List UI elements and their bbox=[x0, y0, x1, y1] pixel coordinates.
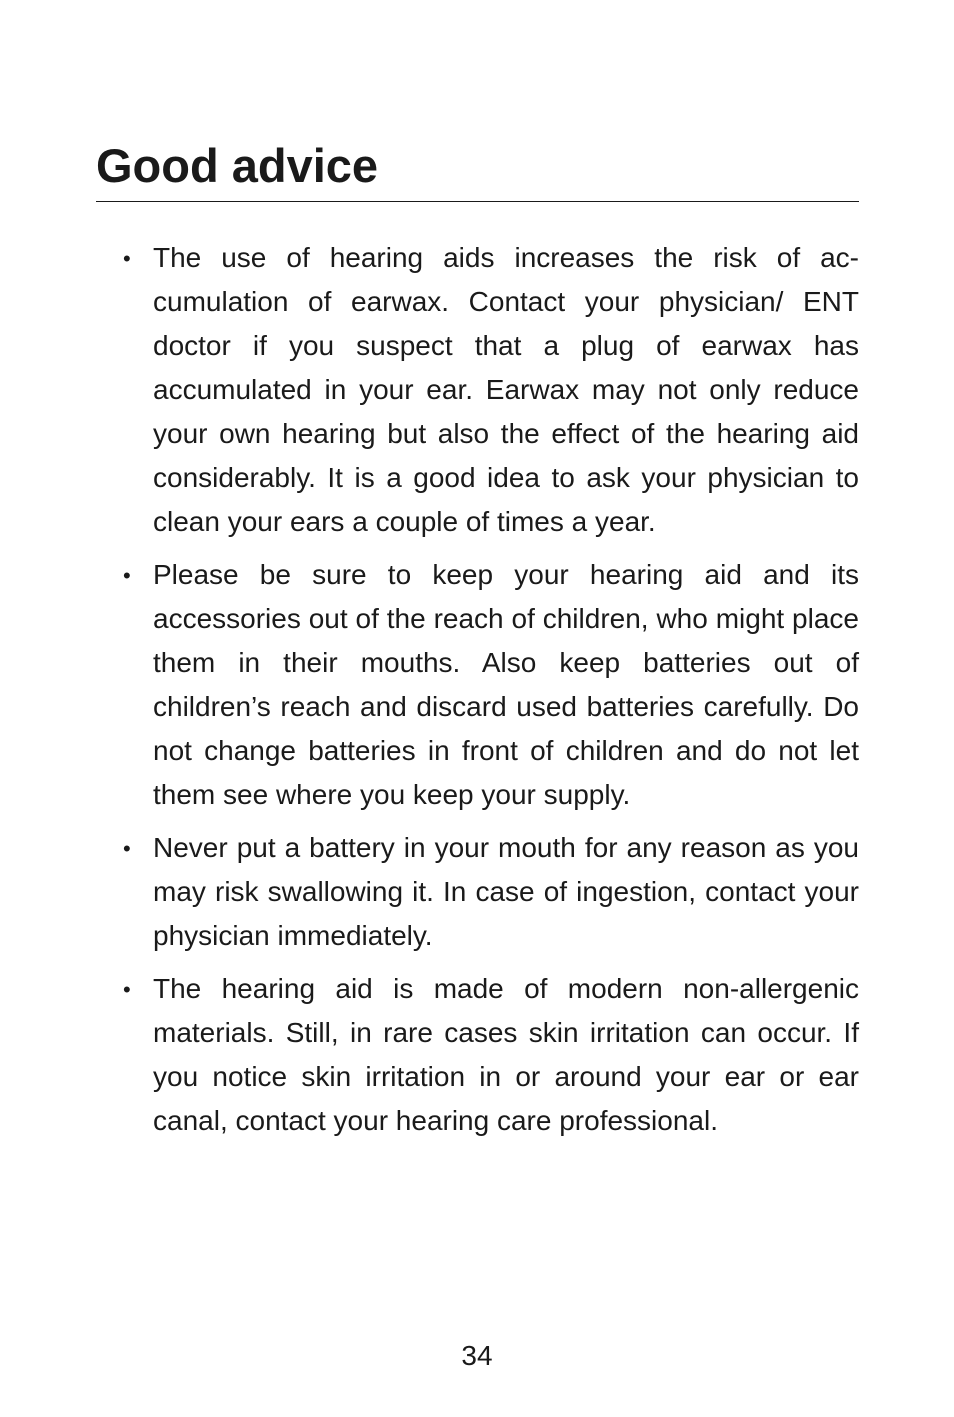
advice-text: Please be sure to keep your hearing aid and its accessories out of the reach of children, who might place them in their mouths. Also keep batteries out of children’s reach and discard used batteries carefully. Do not change batteries in front of children and do not let them see where you keep your supply. bbox=[153, 559, 859, 810]
title-divider bbox=[96, 201, 859, 202]
advice-list bbox=[120, 236, 859, 1152]
advice-item-earwax bbox=[120, 236, 859, 544]
advice-text: The hearing aid is made of modern non-allergenic materials. Still, in rare cases skin irritation can occur. If you notice skin irritation in or around your ear or ear canal, contact your hearing care professional. bbox=[153, 973, 859, 1136]
bullet-icon: • bbox=[123, 977, 131, 1002]
page-title: Good advice bbox=[96, 139, 379, 192]
advice-item-children bbox=[120, 553, 859, 817]
advice-text: Never put a battery in your mouth for any reason as you may risk swallowing it. In case of ingestion, contact your physician immediately. bbox=[153, 832, 859, 951]
bullet-icon: • bbox=[123, 246, 131, 271]
advice-item-battery-ingestion bbox=[120, 826, 859, 958]
bullet-icon: • bbox=[123, 836, 131, 861]
page-number: 34 bbox=[461, 1340, 493, 1371]
bullet-icon: • bbox=[123, 563, 131, 588]
advice-item-skin-irritation bbox=[120, 967, 859, 1143]
advice-text: The use of hearing aids increases the risk of accumulation of earwax. Contact your physician/ ENT doctor if you suspect that a plug of earwax has accumulated in your ear. Earwax may not only reduce your own hearing but also the effect of the hearing aid considerably. It is a good idea to ask your physician to clean your ears a couple of times a year. bbox=[153, 242, 859, 537]
